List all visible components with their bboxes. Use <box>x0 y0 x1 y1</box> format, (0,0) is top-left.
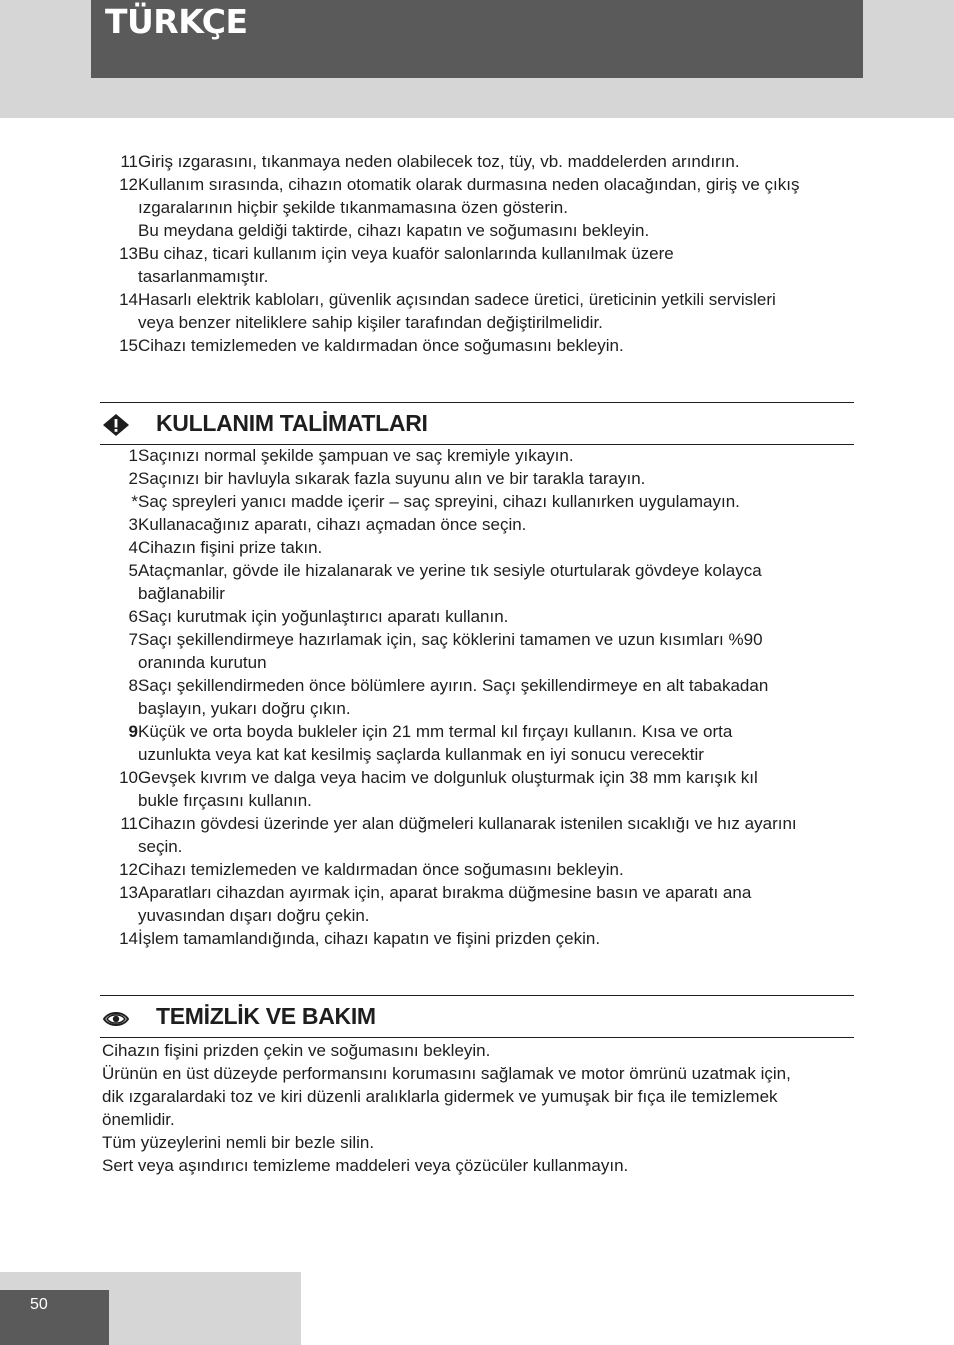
usage-section-title: KULLANIM TALİMATLARI <box>156 410 428 436</box>
list-item-number: 14 <box>119 929 138 948</box>
list-item-text: bukle fırçasını kullanın. <box>138 791 312 810</box>
page-number-box <box>0 1290 109 1345</box>
list-item <box>100 467 860 490</box>
list-item-text: Aparatları cihazdan ayırmak için, aparat bırakma düğmesine basın ve aparatı ana <box>138 883 752 902</box>
list-item <box>100 927 860 950</box>
list-item-number: 4 <box>128 538 138 557</box>
list-item-number: 1 <box>128 446 138 465</box>
list-item-number: 9 <box>128 722 138 741</box>
care-paragraph-line: önemlidir. <box>102 1110 175 1129</box>
list-item <box>100 720 860 766</box>
list-item-text: seçin. <box>138 837 183 856</box>
care-paragraph-line: Cihazın fişini prizden çekin ve soğumasını bekleyin. <box>102 1041 491 1060</box>
list-item-text: Cihazın gövdesi üzerinde yer alan düğmeleri kullanarak istenilen sıcaklığı ve hız ayarını <box>138 814 797 833</box>
care-paragraph-line: Sert veya aşındırıcı temizleme maddeleri veya çözücüler kullanmayın. <box>102 1156 629 1175</box>
list-item <box>100 559 860 605</box>
list-item-text: Hasarlı elektrik kabloları, güvenlik açısından sadece üretici, üreticinin yetkili servisleri <box>138 290 776 309</box>
list-item-number: 12 <box>119 860 138 879</box>
list-item-number: * <box>131 492 138 511</box>
list-item-number: 11 <box>120 814 138 833</box>
list-item-text: Küçük ve orta boyda bukleler için 21 mm termal kıl fırçayı kullanın. Kısa ve orta <box>138 722 733 741</box>
care-paragraph-line: dik ızgaralardaki toz ve kiri düzenli aralıklarla gidermek ve yumuşak bir fıça ile temizlemek <box>102 1087 778 1106</box>
list-item-text: Cihazın fişini prize takın. <box>138 538 323 557</box>
list-item-text: Saçınızı bir havluyla sıkarak fazla suyunu alın ve bir tarakla tarayın. <box>138 469 646 488</box>
list-item-text: Giriş ızgarasını, tıkanmaya neden olabilecek toz, tüy, vb. maddelerden arındırın. <box>138 152 740 171</box>
list-item-number: 8 <box>128 676 138 695</box>
list-item-text: Bu meydana geldiği taktirde, cihazı kapatın ve soğumasını bekleyin. <box>138 221 650 240</box>
list-item-text: Saçı şekillendirmeden önce bölümlere ayırın. Saçı şekillendirmeye en alt tabakadan <box>138 676 769 695</box>
list-item <box>100 334 860 357</box>
list-item-number: 2 <box>128 469 138 488</box>
warning-diamond-icon <box>102 413 130 437</box>
usage-list <box>100 444 860 950</box>
list-item-text: Cihazı temizlemeden ve kaldırmadan önce soğumasını bekleyin. <box>138 860 624 879</box>
care-text <box>102 1039 862 1177</box>
list-item <box>100 674 860 720</box>
list-item-text: Saç spreyleri yanıcı madde içerir – saç spreyini, cihazı kullanırken uygulamayın. <box>138 492 740 511</box>
list-item-number: 13 <box>119 883 138 902</box>
care-paragraph-line: Tüm yüzeylerini nemli bir bezle silin. <box>102 1133 375 1152</box>
list-item-number: 12 <box>119 175 138 194</box>
care-section-header <box>100 995 854 1038</box>
list-item <box>100 490 860 513</box>
list-item <box>100 536 860 559</box>
list-item-text: veya benzer niteliklere sahip kişiler tarafından değiştirilmelidir. <box>138 313 603 332</box>
list-item <box>100 605 860 628</box>
list-item-text: Gevşek kıvrım ve dalga veya hacim ve dolgunluk oluşturmak için 38 mm karışık kıl <box>138 768 758 787</box>
list-item <box>100 513 860 536</box>
list-item-text: Saçınızı normal şekilde şampuan ve saç kremiyle yıkayın. <box>138 446 574 465</box>
list-item <box>100 150 860 173</box>
list-item-text: Bu cihaz, ticari kullanım için veya kuaför salonlarında kullanılmak üzere <box>138 244 674 263</box>
list-item <box>100 628 860 674</box>
list-item-text: ızgaralarının hiçbir şekilde tıkanmamasına özen gösterin. <box>138 198 568 217</box>
title-bar <box>91 0 863 78</box>
list-item-number: 13 <box>119 244 138 263</box>
page-title: TÜRKÇE <box>105 2 248 41</box>
list-item-text: İşlem tamamlandığında, cihazı kapatın ve fişini prizden çekin. <box>138 929 601 948</box>
page-number: 50 <box>30 1296 48 1313</box>
list-item-number: 6 <box>128 607 138 626</box>
list-item-text: bağlanabilir <box>138 584 225 603</box>
list-item-text: Cihazı temizlemeden ve kaldırmadan önce soğumasını bekleyin. <box>138 336 624 355</box>
list-item-text: tasarlanmamıştır. <box>138 267 269 286</box>
list-item-number: 14 <box>119 290 138 309</box>
list-item-number: 15 <box>119 336 138 355</box>
list-item-text: oranında kurutun <box>138 653 267 672</box>
list-item-text: yuvasından dışarı doğru çekin. <box>138 906 370 925</box>
list-item <box>100 881 860 927</box>
list-item <box>100 288 860 334</box>
list-item <box>100 242 860 288</box>
care-section-title: TEMİZLİK VE BAKIM <box>156 1003 376 1029</box>
list-item <box>100 173 860 242</box>
list-item-number: 3 <box>128 515 138 534</box>
care-paragraph-line: Ürünün en üst düzeyde performansını korumasını sağlamak ve motor ömrünü uzatmak için, <box>102 1064 791 1083</box>
eye-icon <box>102 1007 130 1031</box>
list-item-text: Ataçmanlar, gövde ile hizalanarak ve yerine tık sesiyle oturtularak gövdeye kolayca <box>138 561 762 580</box>
list-item <box>100 444 860 467</box>
list-item-text: Saçı kurutmak için yoğunlaştırıcı aparatı kullanın. <box>138 607 509 626</box>
list-item-text: Saçı şekillendirmeye hazırlamak için, saç köklerini tamamen ve uzun kısımları %90 <box>138 630 763 649</box>
list-item <box>100 766 860 812</box>
list-item-number: 5 <box>128 561 138 580</box>
safety-list <box>100 150 860 357</box>
usage-section-header <box>100 402 854 445</box>
list-item <box>100 812 860 858</box>
list-item-number: 10 <box>119 768 138 787</box>
list-item-text: Kullanacağınız aparatı, cihazı açmadan önce seçin. <box>138 515 527 534</box>
list-item-text: başlayın, yukarı doğru çıkın. <box>138 699 351 718</box>
list-item <box>100 858 860 881</box>
list-item-text: uzunlukta veya kat kat kesilmiş saçlarda kullanmak en iyi sonucu verecektir <box>138 745 704 764</box>
list-item-number: 11 <box>120 152 138 171</box>
list-item-number: 7 <box>128 630 138 649</box>
list-item-text: Kullanım sırasında, cihazın otomatik olarak durmasına neden olacağından, giriş ve çıkış <box>138 175 800 194</box>
